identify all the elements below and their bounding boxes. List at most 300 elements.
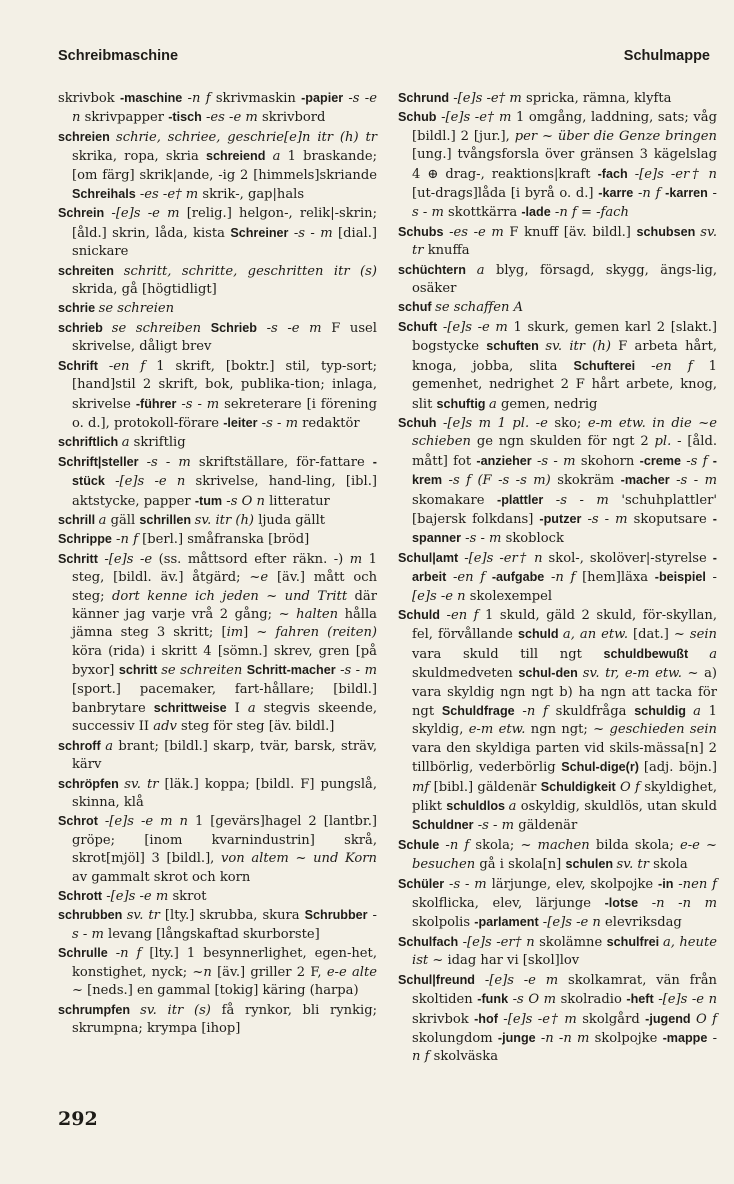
dictionary-entry [398,836,717,875]
grammar-note: dort kenne ich jeden ~ und Tritt [111,588,355,604]
translation: 1 braskande; [om färg] skrik|ande, -ig 2 [himmels]skriande [72,149,377,183]
translation: skyldighet, plikt [412,779,717,815]
headword: schröpfen [58,776,125,791]
translation: skohorn [580,453,640,469]
translation: gäldenär [518,818,578,834]
grammar-note: -s - m [531,453,581,469]
dictionary-entry [58,511,377,530]
grammar-note: schrie, schriee, geschrie[e]n itr (h) tr [116,129,377,145]
headword: -stück [72,454,377,489]
headword: Schrieb [210,320,257,335]
grammar-note: -en f [635,358,709,374]
translation: skolungdom [412,1030,498,1046]
translation: gemen, nedrig [500,396,598,412]
headword: Schrulle [58,946,108,961]
headword: -jugend [645,1011,691,1026]
translation: skolkamrat, vän från skoltiden [412,972,717,1008]
headword: -junge [497,1030,536,1045]
translation: [läk.] koppa; [bildl. F] pungslå, skinna, klå [72,776,377,811]
grammar-note: a [265,149,288,165]
headword: Schüler [398,876,445,891]
translation: där känner jag varje vrå 2 gång; [72,588,377,622]
grammar-note: a [98,512,111,528]
grammar-note: ~ machen [520,837,596,853]
grammar-note: sv. tr [126,908,165,924]
grammar-note: m [349,551,369,567]
grammar-note: -n f [111,532,143,548]
grammar-note: se schreien [98,301,175,317]
headword: schriftlich [58,435,122,450]
grammar-note: ~ fahren (reiten) [256,625,377,641]
translation: 1 skrift, [boktr.] stil, typ-sort; [hand]stil 2 skrift, bok, publika-tion; inlaga, skrivelse [72,358,377,412]
headword: Schritt-macher [246,663,336,678]
translation: skola; [475,837,521,853]
translation: köra (rida) i skritt 4 [sömn.] skrev, gren [på byxor] [72,643,377,679]
translation: skolväska [433,1049,498,1065]
grammar-note: adv [153,719,182,735]
grammar-note: -es -e m [443,224,510,240]
grammar-note: -[e]s -e n [538,915,606,931]
dictionary-entry [58,737,377,775]
grammar-note: -en f [97,358,157,374]
translation: [dial.] snickare [72,225,377,260]
headword: -beispiel [654,570,706,585]
headword: schreiten [58,263,124,278]
grammar-note: pl. - [654,434,688,450]
translation: skoputsare [633,511,713,527]
translation: skrika, ropa, skria [72,149,206,165]
headword: -spanner [412,511,717,546]
grammar-note: -s - m [543,492,622,508]
dictionary-entry [58,887,377,906]
grammar-note: se schreiben [111,320,211,336]
dictionary-entry [58,128,377,205]
grammar-note: sv. tr, e-m etw. ~ [582,666,705,682]
translation: [dat.] [633,627,674,643]
grammar-note: ~ halten [278,606,345,622]
translation: a) vara skyldig ngn ngt b) ha ngn att tacka för ngt [412,666,717,719]
headword: Schuldfrage [441,704,515,718]
grammar-note: a [476,262,496,278]
header-left-guideword: Schreibmaschine [58,48,179,64]
headword: schrieb [58,320,112,335]
headword: Schuh [398,415,437,430]
grammar-note: ~ sein [673,627,717,643]
dictionary-entry [398,875,717,933]
dictionary-entry [398,108,717,222]
translation: levang [långskaftad skurborste] [108,926,320,942]
grammar-note: -[e]s -e m [475,972,568,988]
translation: sekreterare [i förening o. d.], protokoll-förare [72,396,377,431]
translation: 1 skyldig, [412,704,717,738]
translation: skol-, skolöver|-styrelse [548,550,713,566]
translation: skrot [172,889,207,905]
translation: skuldmedveten [412,666,519,682]
translation: [lty.] skrubba, skura [164,908,305,924]
grammar-note: a [508,799,521,815]
grammar-note: von altem ~ und Korn [221,851,377,867]
grammar-note: -n f [514,704,556,719]
grammar-note: -es -e m [201,110,262,126]
headword: Schulfach [398,934,459,949]
dictionary-entry [58,906,377,944]
headword: -funk [477,992,509,1007]
translation: skrivmaskin [215,91,302,106]
translation: spricka, rämna, klyfta [525,91,672,106]
headword: -arbeit [412,550,717,585]
headword: -führer [135,396,177,411]
headword: schuftig [436,396,490,411]
grammar-note: ~e [249,570,277,586]
grammar-note: -[e]s -e n [653,992,718,1008]
headword: -aufgabe [491,570,545,585]
headword: Schule [398,837,440,852]
headword: -tum [194,493,223,508]
grammar-note: -[e]s -er† n [458,934,540,950]
headword: schreien [58,129,117,144]
translation: 'schuhplattler' [bajersk folkdans] [412,492,717,527]
header-right-guideword: Schulmappe [623,48,710,64]
grammar-note: -n f [544,570,583,586]
grammar-note: sv. tr [412,224,717,259]
translation: skomakare [412,492,498,508]
dictionary-entry [398,549,717,606]
grammar-note: -[e]s -e† m [436,110,516,126]
headword: -in [658,876,674,891]
grammar-note: -n f [107,946,150,962]
translation: [bibl.] gäldenär [433,779,541,795]
grammar-note: sv. itr (h) [194,512,259,528]
translation: litteratur [269,493,330,509]
headword: schuldlos [446,799,509,814]
translation: skolexempel [469,588,553,604]
translation: 1 skuld, gäld 2 skuld, för-skyllan, fel, förvållande [412,607,717,643]
grammar-note: -n f = -fach [550,205,629,221]
translation: skolämne [539,934,607,950]
translation: F usel skrivelse, dåligt brev [72,320,377,355]
headword: schuften [486,339,546,354]
headword: Schuld [398,607,440,622]
grammar-note: -n f [182,91,216,106]
page-header [58,48,710,72]
grammar-note: -[e]s -e m [104,206,187,222]
translation: brant; [bildl.] skarp, tvär, barsk, sträv, kärv [72,738,377,773]
dictionary-entry [398,261,717,299]
dictionary-entry [398,298,717,317]
dictionary-entry [398,223,717,261]
headword: schüchtern [398,262,477,277]
grammar-note: e-m etw. in die ~e schieben [412,415,717,450]
grammar-note: se schaffen A [435,300,524,316]
translation: skottkärra [448,205,522,221]
translation: [ung.] tvångsforsla över gränsen 3 kägelslag 4 ⊕ drag-, reaktions|kraft [412,147,717,182]
grammar-note: im [226,625,244,641]
translation: skolgård [582,1011,646,1027]
dictionary-entry [58,812,377,887]
translation: skola [653,857,688,873]
translation: (ss. måttsord efter räkn. -) [158,551,350,567]
dictionary-entry [58,204,377,261]
grammar-note: -en f [439,607,486,623]
translation: ge ngn skulden för ngt 2 [476,434,655,450]
grammar-note: -n f [412,1030,718,1065]
translation: skoblock [505,531,564,547]
headword: Schritt [58,551,98,566]
headword: -mappe [662,1030,708,1045]
headword: Schrott [58,889,103,904]
headword: Schreiner [230,225,289,240]
dictionary-entry [58,1001,377,1039]
headword: Schrot [58,814,98,829]
dictionary-entry [58,433,377,452]
grammar-note: e-e ~ besuchen [412,837,717,873]
headword: schrittweise [153,701,227,715]
grammar-note: -n -n m [638,896,717,912]
translation: knuffa [427,243,470,259]
headword: Schufterei [573,358,636,373]
dictionary-entry [398,318,717,414]
translation: skokräm [557,473,621,489]
translation: bilda skola; [595,837,680,853]
headword: -karre [598,186,634,201]
translation: [äv.] mått och steg; [72,570,378,604]
grammar-note: -s -e m [256,320,332,336]
left-column [58,89,377,1038]
headword: Schub [398,110,437,125]
grammar-note: mf [412,779,434,795]
grammar-note: a [489,396,501,412]
dictionary-entry [58,89,377,128]
headword: Schul|freund [398,972,475,987]
dictionary-entry [58,319,377,357]
grammar-note: sv. tr [616,857,654,873]
headword: -putzer [539,511,582,526]
translation: redaktör [302,415,360,431]
headword: Schuldner [412,818,474,833]
grammar-note: sv. itr (h) [545,339,619,355]
translation: skolpolis [412,915,475,931]
translation: ljuda gällt [258,512,326,528]
dictionary-entry [58,299,377,318]
headword: -papier [301,91,344,105]
translation: stegvis skeende, successiv II [72,701,377,735]
dictionary-entry [58,530,377,549]
headword: Schubs [398,224,444,239]
grammar-note: a [121,435,134,451]
headword: schrumpfen [58,1002,141,1017]
headword: -krem [412,453,717,488]
dictionary-entry [398,414,717,549]
grammar-note: -n f [439,837,476,853]
translation: 1 gemenhet, nedrighet 2 F hårt arbete, knog, slit [412,358,717,412]
grammar-note: -[e]s -e† m [449,91,526,106]
grammar-note: -s f (F -s -s m) [442,473,558,489]
translation: [relig.] helgon-, relik|-skrin; [åld.] skrin, låda, kista [72,206,377,241]
headword: -maschine [119,91,183,105]
translation: 1 [gevärs]hagel 2 [lantbr.] gröpe; [inom kvarnindustrin] skrå, skrot[mjöl] 3 [bildl.], [72,814,377,867]
dictionary-entry [58,944,377,1000]
grammar-note: -s - m [72,908,377,942]
headword: schul-den [518,666,583,681]
headword: -plattler [497,492,544,507]
translation: F arbeta hårt, knoga, jobba, slita [412,339,717,374]
translation: skriftställare, för-fattare [198,454,373,470]
grammar-note: a [247,701,264,716]
headword: Schrift|steller [58,454,139,469]
headword: schrill [58,512,99,527]
translation: skrivbok [412,1011,475,1027]
translation: gå i skola[n] [479,857,566,873]
grammar-note: -s - m [444,876,492,892]
grammar-note: -s - m [257,415,303,431]
translation: blyg, försagd, skygg, ängs-lig, osäker [412,262,717,297]
grammar-note: -[e]s m 1 pl. -e [436,415,555,431]
translation: skrik-, gap|hals [202,187,305,203]
headword: schrubben [58,908,127,923]
translation: av gammalt skrot och korn [72,869,251,885]
translation: skuldfråga [555,704,635,719]
grammar-note: -[e]s -er† n [627,166,717,182]
dictionary-entry [398,89,717,108]
translation: skrivbok [58,91,120,106]
grammar-note: -s f [680,453,713,469]
grammar-note: -en f [446,570,492,586]
headword: -lotse [604,896,639,911]
grammar-note: -s - m [138,454,199,470]
translation: [berl.] småfranska [bröd] [142,532,310,548]
headword: schuld [517,627,563,642]
headword: schuldbewußt [603,646,710,661]
translation: sko; [554,415,588,431]
grammar-note: sv. tr [124,776,165,792]
grammar-note: a [709,646,717,662]
headword: Schrund [398,91,450,105]
translation: [ut-drags]låda [i byrå o. d.] [412,186,599,202]
grammar-note: schritt, schritte, geschritten itr (s) [123,263,377,279]
headword: Schuldigkeit [540,779,616,794]
headword: Schrubber [304,908,368,923]
translation: skrida, gå [högtidligt] [72,282,217,298]
grammar-note: -[e]s -e m [437,319,514,335]
headword: schulfrei [606,934,663,949]
headword: schuldig [634,704,694,718]
grammar-note: -s - m [473,818,519,834]
grammar-note: e-m etw. [468,722,531,738]
headword: -karren [665,186,708,201]
grammar-note: -s - m [288,225,339,241]
headword: Schrippe [58,532,112,547]
translation: elevriksdag [605,915,682,931]
translation: 1 omgång, laddning, sats; våg [bildl.] 2 [jur.], [412,110,717,144]
grammar-note: ~n [192,964,218,980]
grammar-note: se schreiten [161,663,247,679]
grammar-note: -[e]s -e [97,551,159,567]
translation: [åld. mått] fot [412,434,717,469]
translation: vara den skyldiga parten vid skils-mässa[n] 2 tillbörlig, vederbörlig [412,740,717,776]
translation: skrivelse, hand-ling, [ibl.] aktstycke, papper [72,474,377,509]
grammar-note: -[e]s -e† m [497,1011,583,1027]
headword: schritt [118,663,162,678]
headword: schubsen [636,224,701,239]
translation: I [226,701,248,716]
translation: [adj. böjn.] [643,760,717,776]
headword: schuf [398,300,436,315]
headword: schreiend [205,149,266,164]
headword: -macher [620,473,670,488]
headword: -tisch [168,110,202,125]
translation: idag har vi [skol]lov [447,953,580,969]
grammar-note: -[e]s -e n [104,474,196,490]
translation: lärjunge, elev, skolpojke [491,876,659,892]
grammar-note: sv. itr (s) [140,1002,222,1018]
grammar-note: -s - m [412,186,717,221]
grammar-note: a [105,738,119,754]
grammar-note: a, an etw. [562,627,634,643]
grammar-note: -s - m [669,473,717,489]
translation: vara skuld till ngt [412,646,604,662]
translation: skolradio [560,992,627,1008]
headword: -leiter [223,415,258,430]
grammar-note: -es -e† m [135,187,203,203]
translation: oskyldig, skuldlös, utan skuld [520,799,718,815]
dictionary-entry [58,775,377,813]
grammar-note: per ~ über die Genze bringen [514,128,717,144]
translation: hålla jämna steg 3 skritt; [ [72,606,377,641]
headword: schulen [565,857,617,872]
dictionary-entry [398,933,717,971]
dictionary-entry [58,550,377,737]
translation: 1 skurk, gemen karl 2 [slakt.] bogstycke [412,319,717,355]
grammar-note: O f [690,1011,718,1027]
translation: F knuff [äv. bildl.] [509,224,637,240]
headword: -lade [521,205,551,220]
grammar-note: -[e]s -e m n [97,814,195,830]
grammar-note: -s - m [176,396,225,412]
dictionary-entry [398,971,717,1067]
dictionary-entry [58,262,377,300]
headword: Schrein [58,206,105,221]
translation: skrivbord [261,110,326,126]
dictionary-entry [58,453,377,511]
headword: -parlament [474,915,539,930]
headword: Schul|amt [398,550,459,565]
grammar-note: a, heute ist ~ [412,934,717,969]
grammar-note: -s - m [335,663,377,679]
translation: skolflicka, elev, lärjunge [412,896,605,912]
grammar-note: e-e alte ~ [72,964,377,999]
translation: steg för steg [äv. bildl.] [181,719,335,735]
headword: -hof [474,1011,498,1026]
translation: ] [243,625,257,641]
translation: [hem]läxa [582,570,655,586]
grammar-note: -s O m [508,992,561,1008]
headword: schrie [58,301,99,316]
grammar-note: -[e]s -er† n [458,550,549,566]
grammar-note: a [693,704,709,719]
translation: [lty.] 1 besynnerlighet, egen-het, konstighet, nyck; [72,946,377,980]
headword: -creme [639,453,681,468]
translation: gäll [110,512,140,528]
translation: skriftlig [133,435,186,451]
grammar-note: -n f [633,186,666,202]
translation: ngn ngt; [530,722,594,738]
grammar-note: -n -n m [535,1030,595,1046]
headword: Schul-dige(r) [561,760,644,775]
dictionary-entry [58,357,377,434]
grammar-note: -s -e n [72,91,377,126]
grammar-note: -s - m [461,531,506,547]
grammar-note: -s - m [581,511,634,527]
